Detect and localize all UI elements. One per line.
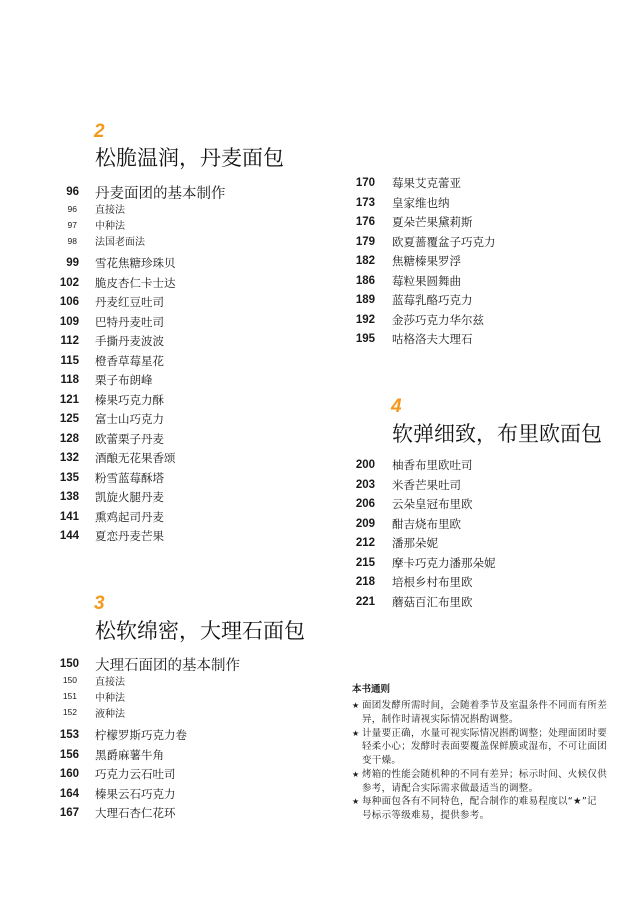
section-number: 3	[94, 593, 105, 614]
page-number: 156	[59, 748, 79, 761]
note-line: 烤箱的性能会随机种的不同有差异；标示时间、火候仅供	[362, 768, 608, 780]
entry-title: 中种法	[95, 221, 125, 232]
entry-title: 富士山巧克力	[95, 412, 164, 426]
entry-title: 凯旋火腿丹麦	[95, 490, 164, 504]
page-number: 167	[59, 807, 79, 819]
toc-entry	[0, 725, 187, 745]
toc-entry	[0, 292, 176, 312]
note-line: 轻柔小心；发酵时表面要覆盖保鲜膜或湿布，不可让面团	[362, 741, 608, 753]
section-number: 2	[94, 121, 105, 142]
note-item	[352, 699, 612, 727]
page-number: 132	[59, 452, 79, 464]
entry-title: 大理石杏仁花环	[95, 806, 176, 820]
page-number: 209	[355, 517, 375, 530]
toc-entry	[0, 803, 187, 823]
notes-heading: 本书通则	[352, 684, 391, 695]
toc-entry	[0, 331, 176, 351]
entry-title: 柚香布里欧吐司	[392, 458, 473, 472]
page-number: 186	[355, 274, 375, 287]
entry-title: 丹麦红豆吐司	[95, 295, 164, 309]
toc-dough-block	[0, 184, 226, 201]
toc-entry	[300, 533, 496, 553]
page-number: 109	[59, 315, 79, 328]
entry-title: 潘那朵妮	[392, 536, 438, 550]
note-line: 变干燥。	[362, 755, 402, 766]
entry-title: 蓝莓乳酪巧克力	[392, 293, 473, 307]
toc-recipe-list	[0, 725, 187, 823]
entry-title: 手撕丹麦波波	[95, 334, 164, 348]
toc-entry	[300, 592, 496, 612]
toc-entry	[0, 526, 176, 546]
page-number: 206	[355, 498, 375, 510]
toc-entry	[0, 468, 176, 488]
toc-recipe-list	[0, 253, 176, 546]
section-number: 4	[391, 396, 402, 417]
toc-entry	[0, 370, 176, 390]
toc-recipe-list-continued	[300, 173, 496, 349]
toc-entry	[0, 273, 176, 293]
entry-title: 直接法	[95, 676, 125, 688]
entry-title: 夏朵芒果黛莉斯	[392, 215, 473, 229]
entry-title: 液种法	[95, 708, 125, 720]
entry-title: 培根乡村布里欧	[392, 575, 473, 589]
page-number: 121	[59, 393, 79, 406]
toc-method-entry	[0, 217, 145, 233]
page-number: 141	[59, 510, 79, 523]
entry-title: 欧夏蔷覆盆子巧克力	[392, 234, 496, 249]
toc-entry	[0, 312, 176, 332]
note-line: 号标示等级难易，提供参考。	[362, 810, 490, 821]
toc-method-list	[0, 201, 145, 249]
page-number: 195	[355, 333, 375, 345]
page-number: 128	[59, 432, 79, 445]
entry-title: 咕格洛夫大理石	[392, 332, 473, 346]
toc-heading-entry	[0, 656, 240, 673]
entry-title: 脆皮杏仁卡士达	[95, 275, 176, 290]
toc-entry	[300, 290, 496, 310]
page-number: 152	[62, 707, 77, 717]
toc-entry	[300, 310, 496, 330]
entry-title: 柠檬罗斯巧克力卷	[95, 728, 187, 742]
star-icon: ★	[352, 701, 360, 710]
page-number: 99	[66, 257, 79, 269]
page-number: 215	[355, 556, 375, 569]
entry-title: 榛果巧克力酥	[95, 392, 164, 407]
toc-entry	[0, 784, 187, 804]
page-number: 182	[355, 255, 375, 267]
page-number: 102	[59, 276, 79, 289]
page-number: 97	[67, 219, 77, 230]
page-number: 98	[67, 235, 77, 246]
toc-entry	[300, 572, 496, 592]
page-number: 170	[355, 177, 375, 189]
page-number: 96	[66, 186, 79, 198]
note-line: 计量要正确，水量可视实际情况斟酌调整；处理面团时要	[362, 727, 608, 739]
toc-entry	[300, 514, 496, 534]
page-number: 218	[355, 576, 375, 588]
entry-title: 雪花焦糖珍珠贝	[95, 256, 176, 270]
page-number: 212	[355, 537, 375, 549]
page-number: 153	[59, 729, 79, 741]
entry-title: 黑爵麻薯牛角	[95, 747, 164, 762]
toc-entry	[0, 487, 176, 507]
entry-title: 大理石面团的基本制作	[95, 657, 240, 674]
star-icon: ★	[352, 769, 360, 779]
page-number: 138	[59, 491, 79, 503]
notes-list	[352, 699, 612, 823]
entry-title: 榛果云石巧克力	[95, 786, 176, 801]
entry-title: 丹麦面团的基本制作	[95, 185, 226, 202]
entry-title: 莓粒果圆舞曲	[392, 273, 461, 288]
toc-heading-entry	[0, 184, 226, 201]
entry-title: 摩卡巧克力潘那朵妮	[392, 555, 496, 570]
toc-method-entry	[0, 233, 145, 249]
toc-entry	[300, 475, 496, 495]
toc-method-list	[0, 672, 125, 720]
note-item	[352, 768, 612, 796]
toc-entry	[300, 251, 496, 271]
page-number: 221	[355, 595, 375, 608]
entry-title: 酒酿无花果香颂	[95, 451, 176, 465]
section-title: 软弹细致，布里欧面包	[392, 422, 602, 446]
page-number: 151	[62, 691, 77, 701]
toc-entry	[0, 429, 176, 449]
page-number: 125	[59, 413, 79, 425]
toc-entry	[300, 232, 496, 252]
page-number: 135	[59, 471, 79, 484]
toc-entry	[300, 193, 496, 213]
entry-title: 云朵皇冠布里欧	[392, 497, 473, 511]
note-line: 异，制作时请视实际情况斟酌调整。	[362, 713, 519, 725]
page-number: 118	[60, 374, 79, 386]
toc-entry	[0, 351, 176, 371]
entry-title: 巴特丹麦吐司	[95, 314, 164, 329]
note-item	[352, 727, 612, 768]
toc-method-entry	[0, 672, 125, 688]
toc-dough-block	[0, 656, 240, 673]
toc-entry	[300, 212, 496, 232]
entry-title: 焦糖榛果罗浮	[392, 254, 461, 268]
toc-entry	[300, 455, 496, 475]
toc-entry	[300, 553, 496, 573]
star-icon: ★	[352, 728, 360, 738]
entry-title: 莓果艾克蕾亚	[392, 176, 461, 190]
note-line: 参考，请配合实际需求做最适当的调整。	[362, 782, 539, 794]
page-number: 96	[67, 203, 77, 214]
page-number: 160	[59, 768, 79, 780]
entry-title: 熏鸡起司丹麦	[95, 509, 164, 524]
toc-entry	[0, 448, 176, 468]
entry-title: 中种法	[95, 692, 125, 704]
page-number: 200	[355, 459, 375, 471]
toc-entry	[0, 390, 176, 410]
entry-title: 欧蕾栗子丹麦	[95, 431, 164, 446]
entry-title: 皇家维也纳	[392, 195, 450, 210]
entry-title: 直接法	[95, 205, 125, 216]
toc-entry	[0, 507, 176, 527]
page-number: 164	[59, 787, 79, 800]
entry-title: 巧克力云石吐司	[95, 767, 176, 781]
entry-title: 栗子布朗峰	[95, 373, 153, 387]
toc-entry	[0, 253, 176, 273]
page-number: 115	[60, 354, 79, 367]
page-number: 150	[59, 658, 79, 670]
entry-title: 蘑菇百汇布里欧	[392, 594, 473, 609]
page-number: 203	[355, 478, 375, 491]
toc-method-entry	[0, 201, 145, 217]
page-number: 179	[355, 235, 375, 248]
note-line: 每种面包各有不同特色，配合制作的难易程度以“★”记	[362, 796, 597, 808]
toc-method-entry	[0, 704, 125, 720]
section-title: 松软绵密，大理石面包	[95, 619, 305, 643]
toc-entry	[300, 494, 496, 514]
page-number: 112	[60, 335, 79, 347]
section-title: 松脆温润，丹麦面包	[95, 146, 284, 170]
toc-entry	[0, 764, 187, 784]
toc-entry	[300, 271, 496, 291]
entry-title: 金莎巧克力华尔兹	[392, 312, 484, 327]
page-number: 189	[355, 294, 375, 306]
toc-entry	[300, 329, 496, 349]
page-number: 150	[62, 675, 77, 685]
toc-entry	[300, 173, 496, 193]
page-number: 173	[355, 196, 375, 209]
entry-title: 橙香草莓星花	[95, 353, 164, 368]
entry-title: 米香芒果吐司	[392, 477, 461, 492]
entry-title: 酣吉烧布里欧	[392, 516, 461, 531]
page-number: 144	[59, 530, 79, 542]
star-icon: ★	[352, 797, 360, 807]
note-item	[352, 795, 612, 823]
entry-title: 夏恋丹麦芒果	[95, 529, 164, 543]
page-number: 176	[355, 216, 375, 228]
page-number: 106	[59, 296, 79, 308]
toc-recipe-list	[300, 455, 496, 611]
entry-title: 粉雪蓝莓酥塔	[95, 470, 164, 485]
entry-title: 法国老面法	[95, 237, 145, 248]
toc-entry	[0, 745, 187, 765]
toc-method-entry	[0, 688, 125, 704]
note-line: 面团发酵所需时间，会随着季节及室温条件不同而有所差	[362, 700, 608, 711]
toc-entry	[0, 409, 176, 429]
page-number: 192	[355, 313, 375, 326]
